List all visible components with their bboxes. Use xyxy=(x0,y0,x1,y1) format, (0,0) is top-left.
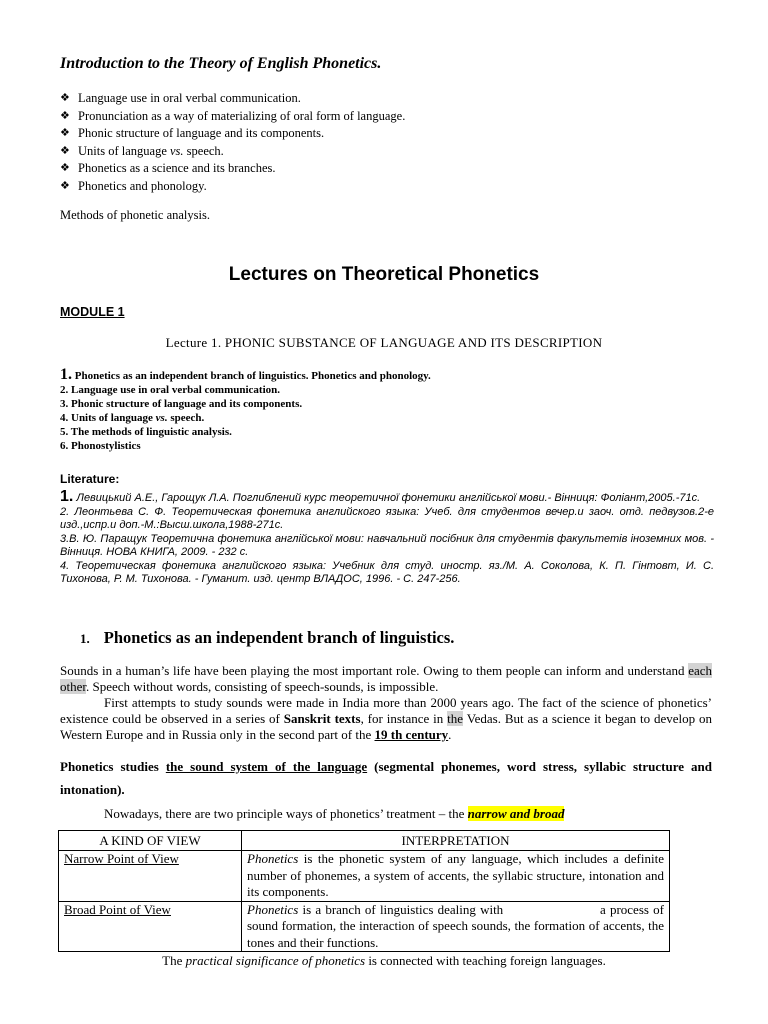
paragraph-sounds: Sounds in a human’s life have been playing the most important role. Owing to them people can inform and understand each other. Speech without words, consisting of speech-sounds, is impossible. xyxy=(60,663,712,694)
diamond-bullet-icon: ❖ xyxy=(60,179,70,192)
interpretation-cell: Phonetics is a branch of linguistics dealing with a process of sound formation, the interaction of speech sounds, the formation of accents, the tones and their functions. xyxy=(242,901,670,952)
phonetics-studies-paragraph: Phonetics studies the sound system of the language (segmental phonemes, word stress, syllabic structure and intonation). xyxy=(60,759,713,797)
intro-bullet-list xyxy=(60,90,405,195)
list-item: ❖ Pronunciation as a way of materializing of oral form of language. xyxy=(60,108,405,126)
column-header: INTERPRETATION xyxy=(242,831,670,851)
literature-item: 4. Теоретическая фонетика английского языка: Учебник для студ. иностр. яз./М. А. Соколова, К. П. Гінтовт, И. С. Тихонова, Р. М. Тихонова. - Гуманит. изд. центр ВЛАДОС, 1996. - С. 247-256. xyxy=(60,559,714,585)
outline-item: 1. Phonetics as an independent branch of linguistics. Phonetics and phonology. xyxy=(60,366,431,383)
literature-heading: Literature: xyxy=(60,472,120,486)
lecture-outline xyxy=(60,368,431,453)
list-item xyxy=(60,143,405,161)
outline-item: 6. Phonostylistics xyxy=(60,440,141,452)
diamond-bullet-icon: ❖ xyxy=(60,127,70,139)
diamond-bullet-icon: ❖ xyxy=(60,92,70,104)
paragraph-history: First attempts to study sounds were made in India more than 2000 years ago. The fact of the science of phonetics’ existence could be observed in a series of Sanskrit texts, for instance in the Vedas. But as a science it began to develop on Western Europe and in Russia only in the second part of the 19 th century. xyxy=(60,695,712,742)
list-item: ❖ Phonic structure of language and its components. xyxy=(60,125,405,143)
outline-item: 5. The methods of linguistic analysis. xyxy=(60,426,232,438)
interpretation-cell: Phonetics is the phonetic system of any language, which includes a definite number of phonemes, a system of accents, the syllabic structure, intonation and its components. xyxy=(242,851,670,902)
points-of-view-table xyxy=(58,830,670,952)
section-heading: 1. Phonetics as an independent branch of linguistics. xyxy=(80,628,455,647)
literature-list xyxy=(60,490,714,587)
module-label: MODULE 1 xyxy=(60,305,125,319)
methods-line: Methods of phonetic analysis. xyxy=(60,208,210,222)
list-item: ❖ Language use in oral verbal communication. xyxy=(60,90,405,108)
list-item: ❖ Phonetics and phonology. xyxy=(60,178,405,196)
practical-significance-line: The practical significance of phonetics is connected with teaching foreign languages. xyxy=(162,953,606,968)
intro-title: Introduction to the Theory of English Phonetics. xyxy=(60,55,382,72)
table-header-row xyxy=(59,831,670,851)
lecture-title: Lecture 1. PHONIC SUBSTANCE OF LANGUAGE AND ITS DESCRIPTION xyxy=(165,335,603,350)
table-row xyxy=(59,901,670,952)
literature-item: 3.В. Ю. Паращук Теоретична фонетика англійської мови: навчальний посібник для студентів факультетів іноземних мов. - Вінниця. НОВА КНИГА, 2009. - 232 с. xyxy=(60,532,714,558)
table-row xyxy=(59,851,670,902)
literature-item: 1. Левицький А.Е., Гарощук Л.А. Поглиблений курс теоретичної фонетики англійської мови.- Вінниця: Фоліант,2005.-71с. xyxy=(60,488,701,505)
nowadays-paragraph: Nowadays, there are two principle ways of phonetics’ treatment – the narrow and broad xyxy=(104,806,565,821)
page-title: Lectures on Theoretical Phonetics xyxy=(228,264,540,285)
literature-item: 2. Леонтьева С. Ф. Теоретическая фонетика английского языка: Учеб. для студентов вечер.и заоч. отд. педвузов.2-е изд.,испр.и доп.-М.:Высш.школа,1988-271с. xyxy=(60,505,714,531)
outline-item: 3. Phonic structure of language and its components. xyxy=(60,398,303,410)
diamond-bullet-icon: ❖ xyxy=(60,109,70,122)
outline-item: 4. Units of language vs. speech. xyxy=(60,412,205,424)
view-cell: Broad Point of View xyxy=(59,901,242,952)
diamond-bullet-icon: ❖ xyxy=(60,144,70,157)
list-item: ❖ Phonetics as a science and its branches. xyxy=(60,160,405,178)
diamond-bullet-icon: ❖ xyxy=(60,162,70,174)
column-header: A KIND OF VIEW xyxy=(59,831,242,851)
view-cell: Narrow Point of View xyxy=(59,851,242,902)
bullet-units-vs-speech: Units of language vs. speech. xyxy=(78,143,224,158)
outline-item: 2. Language use in oral verbal communication. xyxy=(60,384,281,396)
